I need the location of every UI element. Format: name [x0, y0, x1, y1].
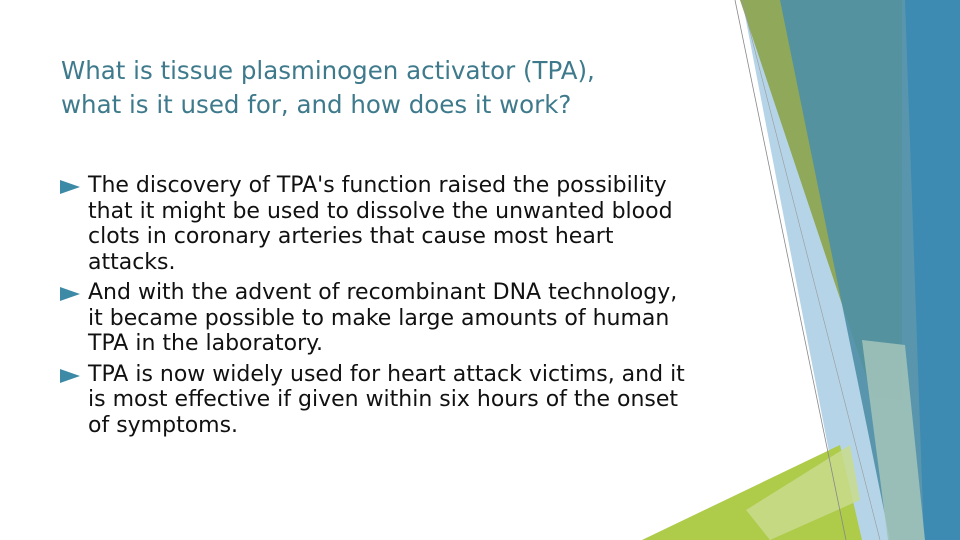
bullet-text [88, 173, 800, 275]
bullet-item [60, 280, 800, 357]
slide-title-line: what is it used for, and how does it work? [61, 90, 572, 119]
bullet-text-line: clots in coronary arteries that cause most heart [88, 224, 614, 249]
bullet-text [88, 280, 800, 357]
bullet-item [60, 362, 800, 439]
slide-title-line: What is tissue plasminogen activator (TPA), [61, 56, 595, 85]
bullet-text-line: it became possible to make large amounts of human [88, 305, 670, 331]
bullet-text-line: that it might be used to dissolve the unwanted blood [88, 198, 673, 224]
bullet-text-line: TPA in the laboratory. [88, 331, 324, 356]
arrow-triangle-bullet-icon [60, 369, 80, 383]
arrow-triangle-bullet-icon [60, 180, 80, 194]
bullet-text-line: of symptoms. [88, 412, 239, 438]
bullet-item [60, 173, 800, 275]
bullet-text-line: TPA is now widely used for heart attack victims, and it [88, 361, 685, 387]
bullet-text [88, 362, 800, 439]
bullet-list [60, 173, 800, 443]
bullet-text-line: The discovery of TPA's function raised the possibility [88, 173, 667, 198]
bullet-text-line: is most effective if given within six hours of the onset [88, 387, 679, 412]
bullet-text-line: attacks. [88, 249, 176, 275]
slide-title [61, 54, 741, 122]
bullet-text-line: And with the advent of recombinant DNA technology, [88, 280, 678, 305]
arrow-triangle-bullet-icon [60, 287, 80, 301]
